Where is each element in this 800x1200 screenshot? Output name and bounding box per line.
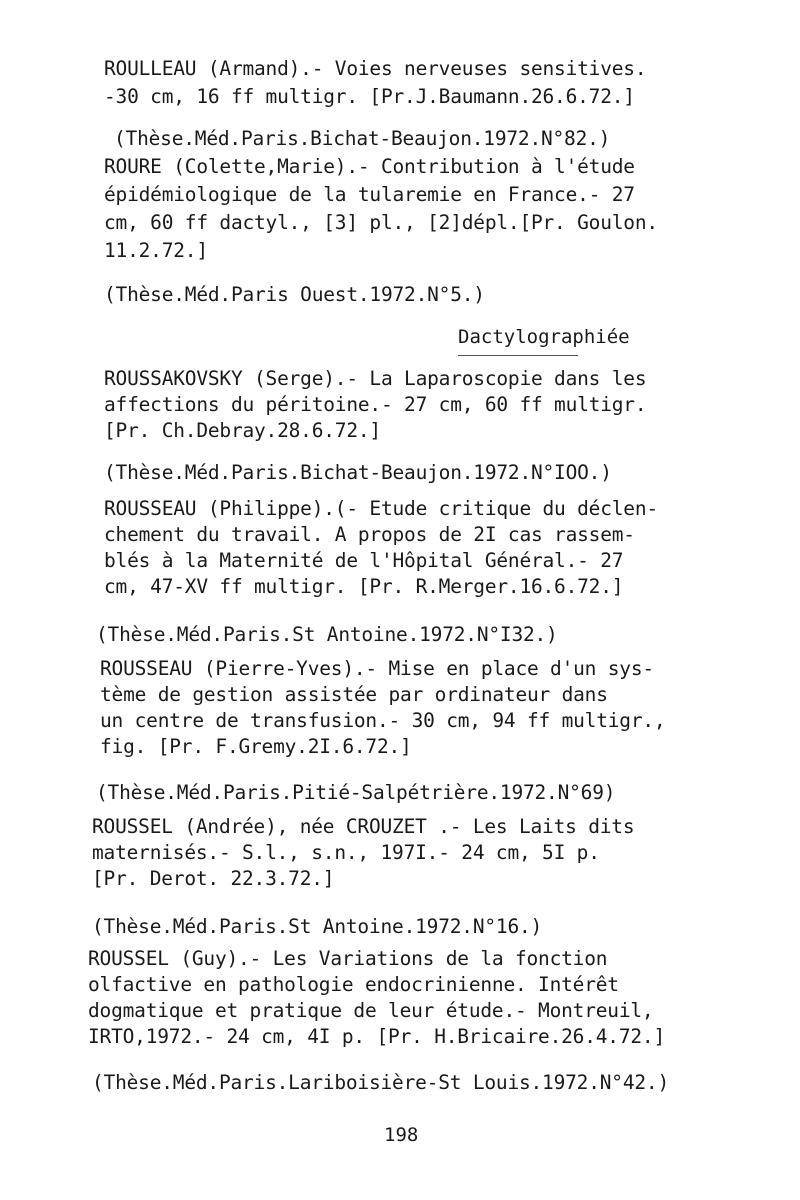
entry-line: ROUSSEAU (Philippe).(- Etude critique du déclen- [104,497,658,520]
thesis-reference: (Thèse.Méd.Paris.St Antoine.1972.N°I32.) [96,623,558,646]
entry-line: IRTO,1972.- 24 cm, 4I p. [Pr. H.Bricaire.26.4.72.] [88,1025,665,1048]
entry-line: ROULLEAU (Armand).- Voies nerveuses sensitives. [104,57,647,80]
entry-line: 11.2.72.] [104,239,208,262]
entry-line: [Pr. Derot. 22.3.72.] [92,867,335,890]
entry-line: chement du travail. A propos de 2I cas rassem- [104,523,635,546]
entry-line: ROUSSEAU (Pierre-Yves).- Mise en place d'un sys- [100,657,654,680]
page-number: 198 [384,1124,419,1146]
entry-line: olfactive en pathologie endocrinienne. Intérêt [88,973,619,996]
thesis-reference: (Thèse.Méd.Paris.Lariboisière-St Louis.1972.N°42.) [92,1071,669,1094]
entry-line: maternisés.- S.l., s.n., 197I.- 24 cm, 5I p. [92,841,600,864]
entry-line: -30 cm, 16 ff multigr. [Pr.J.Baumann.26.6.72.] [104,85,635,108]
format-note: Dactylographiée [458,326,630,348]
entry-line: cm, 60 ff dactyl., [3] pl., [2]dépl.[Pr. Goulon. [104,211,658,234]
thesis-reference: (Thèse.Méd.Paris Ouest.1972.N°5.) [104,283,485,306]
entry-line: ROUSSAKOVSKY (Serge).- La Laparoscopie dans les [104,367,647,390]
thesis-reference: (Thèse.Méd.Paris.Bichat-Beaujon.1972.N°IOO.) [104,461,612,484]
thesis-reference: (Thèse.Méd.Paris.St Antoine.1972.N°16.) [92,915,543,938]
entry-line: épidémiologique de la tularemie en France.- 27 [104,183,635,206]
entry-line: [Pr. Ch.Debray.28.6.72.] [104,419,381,442]
note-underline [458,355,578,356]
entry-line: ROURE (Colette,Marie).- Contribution à l'étude [104,155,635,178]
entry-line: dogmatique et pratique de leur étude.- Montreuil, [88,999,654,1022]
entry-line: affections du péritoine.- 27 cm, 60 ff multigr. [104,393,647,416]
entry-line: tème de gestion assistée par ordinateur dans [100,683,608,706]
thesis-reference: (Thèse.Méd.Paris.Pitié-Salpétrière.1972.N°69) [96,781,616,804]
entry-line: un centre de transfusion.- 30 cm, 94 ff multigr., [100,709,666,732]
entry-line: ROUSSEL (Andrée), née CROUZET .- Les Laits dits [92,815,635,838]
entry-line: cm, 47-XV ff multigr. [Pr. R.Merger.16.6.72.] [104,575,624,598]
thesis-reference: (Thèse.Méd.Paris.Bichat-Beaujon.1972.N°82.) [114,127,611,150]
entry-line: ROUSSEL (Guy).- Les Variations de la fonction [88,947,608,970]
entry-line: blés à la Maternité de l'Hôpital Général.- 27 [104,549,624,572]
entry-line: fig. [Pr. F.Gremy.2I.6.72.] [100,735,412,758]
